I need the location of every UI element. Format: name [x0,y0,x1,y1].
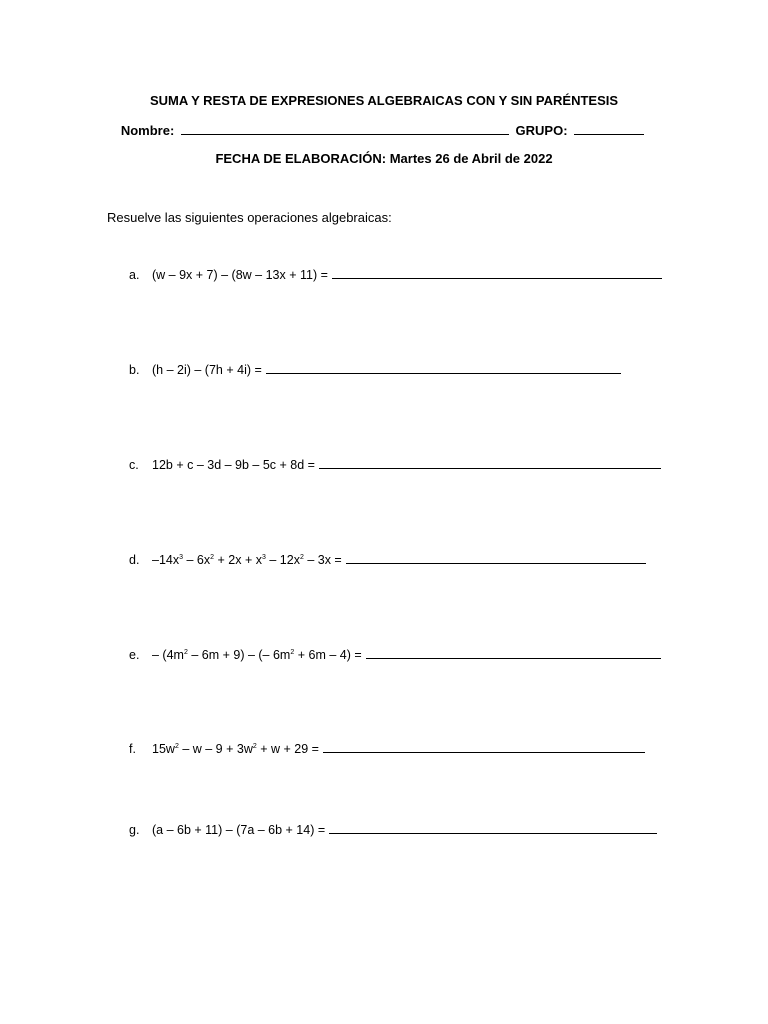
name-label: Nombre: [120,123,175,138]
exercise-letter: f. [129,742,136,756]
exercise-expression: – $(4m^2 - 6m + 9)$ – (– $6m^2 + 6m - 4$) = [152,648,362,662]
answer-blank-line [323,741,645,753]
answer-blank-line [346,552,646,564]
exercise-letter: g. [129,823,140,837]
answer-blank-line [329,822,657,834]
exercise-expression: $-14x^3 - 6x^2 + 2x + x^3 - 12x^2 - 3x$ = [152,553,342,567]
exercise-letter: e. [129,648,140,662]
exercise-expression: (w – 9x + 7) – (8w – 13x + 11) = [152,268,328,282]
exercise-item [129,362,621,377]
exercise-item [129,457,661,472]
answer-blank-line [319,457,661,469]
exercise-expression: 12b + c – 3d – 9b – 5c + 8d = [152,458,315,472]
exercise-item [129,552,646,567]
exercise-letter: d. [129,553,140,567]
answer-blank-line [266,362,621,374]
instruction-text: Resuelve las siguientes operaciones algebraicas: [107,210,392,225]
date-label: FECHA DE ELABORACIÓN: Martes 26 de Abril de 2022 [215,151,553,166]
exercise-letter: c. [129,458,139,472]
group-blank-line [574,122,644,135]
name-blank-line [181,122,509,135]
exercise-letter: a. [129,268,140,282]
exercise-item [129,822,657,837]
worksheet-title: SUMA Y RESTA DE EXPRESIONES ALGEBRAICAS CON Y SIN PARÉNTESIS [149,93,619,108]
exercise-letter: b. [129,363,140,377]
exercise-item [129,647,661,662]
student-info-row [0,122,768,138]
exercise-expression: (a – 6b + 11) – (7a – 6b + 14) = [152,823,326,837]
exercise-expression: $15w^2 - w - 9 + 3w^2 + w + 29$ = [152,742,319,756]
answer-blank-line [366,647,661,659]
answer-blank-line [332,267,662,279]
exercise-expression: (h – 2i) – (7h + 4i) = [152,363,262,377]
exercise-item [129,741,645,756]
exercise-item [129,267,662,282]
group-label: GRUPO: [515,123,568,138]
